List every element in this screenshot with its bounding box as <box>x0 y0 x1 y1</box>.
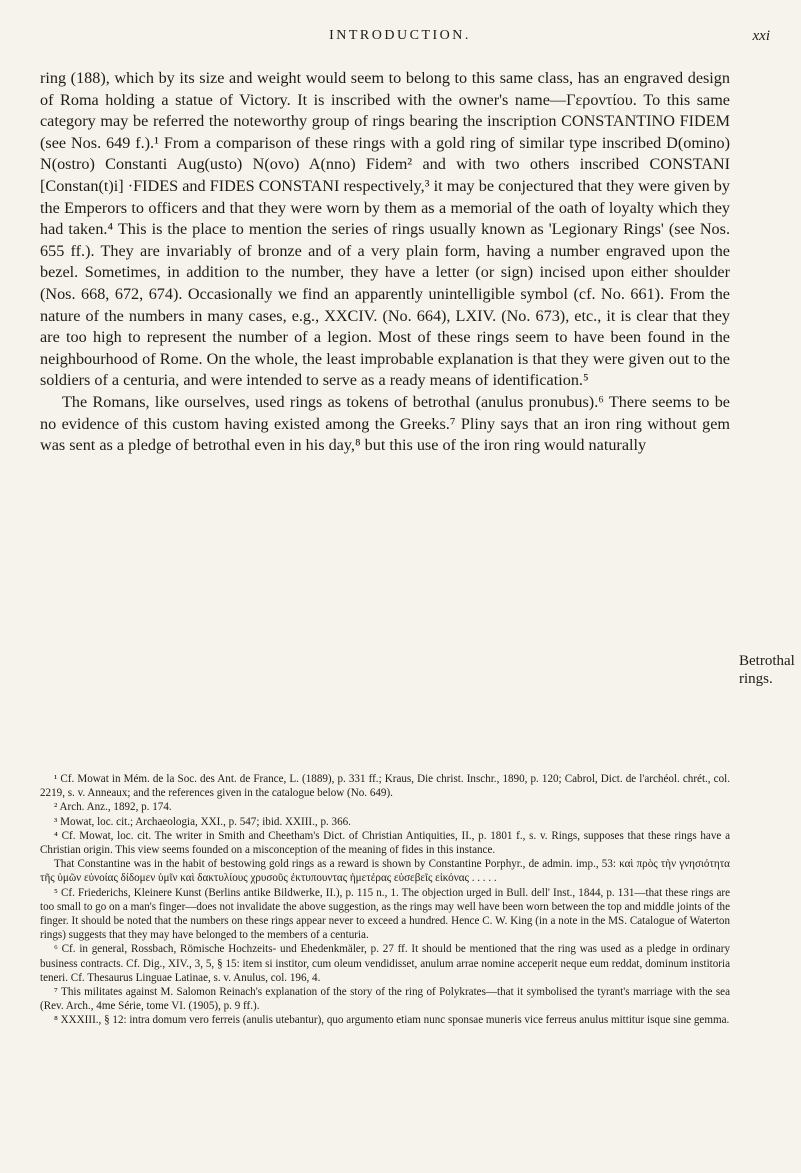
page-header <box>30 20 770 60</box>
footnote-2: ² Arch. Anz., 1892, p. 174. <box>54 801 172 814</box>
marginal-note: Betrothal rings. <box>739 653 795 687</box>
footnote-3: ³ Mowat, loc. cit.; Archaeologia, XXI., p. 547; ibid. XXIII., p. 366. <box>54 815 351 828</box>
footnote-8: ⁸ XXXIII., § 12: intra domum vero ferreis (anulis utebantur), quo argumento etiam nunc sponsae muneris vice ferreus anulus mittitur isque sine gemma. <box>54 1014 730 1027</box>
body-paragraph-1: ring (188), which by its size and weight would seem to belong to this same class, has an engraved design of Roma holding a statue of Victory. It is inscribed with the owner's name—Γεροντίου. To this same category may be referred the noteworthy group of rings bearing the inscription CONSTANTINO FIDEM (see Nos. 649 f.).¹ From a comparison of these rings with a gold ring of similar type inscribed D(omino) N(ostro) Constanti Aug(usto) N(ovo) A(nno) Fidem² and with two others inscribed CONSTANI [Constan(t)i] ·FIDES and FIDES CONSTANI respectively,³ it may be conjectured that they were given by the Emperors to officers and that they were worn by them as a memorial of the oath of loyalty which they had taken.⁴ This is the place to mention the series of rings usually known as 'Legionary Rings' (see Nos. 655 ff.). They are invariably of bronze and of a very plain form, having a number engraved upon the bezel. Sometimes, in addition to the number, they have a letter (or sign) incised upon either shoulder (Nos. 668, 672, 674). Occasionally we find an apparently unintelligible symbol (cf. No. 661). From the nature of the numbers in many cases, e.g., XXCIV. (No. 664), LXIV. (No. 673), etc., it is clear that they are too high to represent the number of a legion. Most of these rings seem to have been found in the neighbourhood of Rome. On the whole, the least improbable explanation is that they were given out to the soldiers of a centuria, and were intended to serve as a ready means of identification.⁵ <box>40 69 730 390</box>
footnotes <box>40 772 730 1028</box>
page-number: xxi <box>752 28 770 44</box>
footnote-5: ⁵ Cf. Friederichs, Kleinere Kunst (Berlins antike Bildwerke, II.), p. 115 n., 1. The objection urged in Bull. dell' Inst., 1844, p. 131—that these rings are too small to go on a man's finger—does not invalidate the above suggestion, as the rings may well have been worn between the top and middle joints of the finger. It should be noted that the numbers on these rings appear never to exceed a hundred. Hence C. W. King (in a note in the MS. Catalogue of Waterton rings) suggests that they may have belonged to the members of a centuria. <box>40 886 730 942</box>
footnote-4-continuation: That Constantine was in the habit of bestowing gold rings as a reward is shown by Constantine Porphyr., de admin. imp., 53: καὶ πρὸς τὴν γνησιότητα τῆς ὑμῶν εὐνοίας δίδομεν ὑμῖν καὶ δακτυλίους χρυσοῦς ἐκτυπουντας ἡμετέρας εὐσεβεῖς εἰκόνας . . . . . <box>40 858 730 885</box>
body-paragraph-2: The Romans, like ourselves, used rings as tokens of betrothal (anulus pronubus).⁶ There seems to be no evidence of this custom having existed among the Greeks.⁷ Pliny says that an iron ring without gem was sent as a pledge of betrothal even in his day,⁸ but this use of the iron ring would naturally <box>40 392 730 455</box>
footnote-6: ⁶ Cf. in general, Rossbach, Römische Hochzeits- und Ehedenkmäler, p. 27 ff. It should be mentioned that the ring was used as a pledge in ordinary business contracts. Cf. Dig., XIV., 3, 5, § 15: item si institor, cum oleum vendidisset, anulum arrae nomine acceperit neque eum reddat, dominum institoria teneri. Cf. Thesaurus Linguae Latinae, s. v. Anulus, col. 196, 4. <box>40 943 730 984</box>
main-text <box>40 68 730 457</box>
footnote-1: ¹ Cf. Mowat in Mém. de la Soc. des Ant. de France, L. (1889), p. 331 ff.; Kraus, Die christ. Inschr., 1890, p. 120; Cabrol, Dict. de l'archéol. chrét., col. 2219, s. v. Anneaux; and the references given in the catalogue below (No. 649). <box>40 773 730 800</box>
running-title: INTRODUCTION. <box>329 28 471 43</box>
footnote-7: ⁷ This militates against M. Salomon Reinach's explanation of the story of the ring of Polykrates—that it symbolised the tyrant's marriage with the sea (Rev. Arch., 4me Série, tome VI. (1905), p. 9 ff.). <box>40 986 730 1013</box>
footnote-4: ⁴ Cf. Mowat, loc. cit. The writer in Smith and Cheetham's Dict. of Christian Antiquities, II., p. 1801 f., s. v. Rings, supposes that these rings have a Christian origin. This view seems founded on a misconception of the meaning of fides in this instance. <box>40 829 730 857</box>
